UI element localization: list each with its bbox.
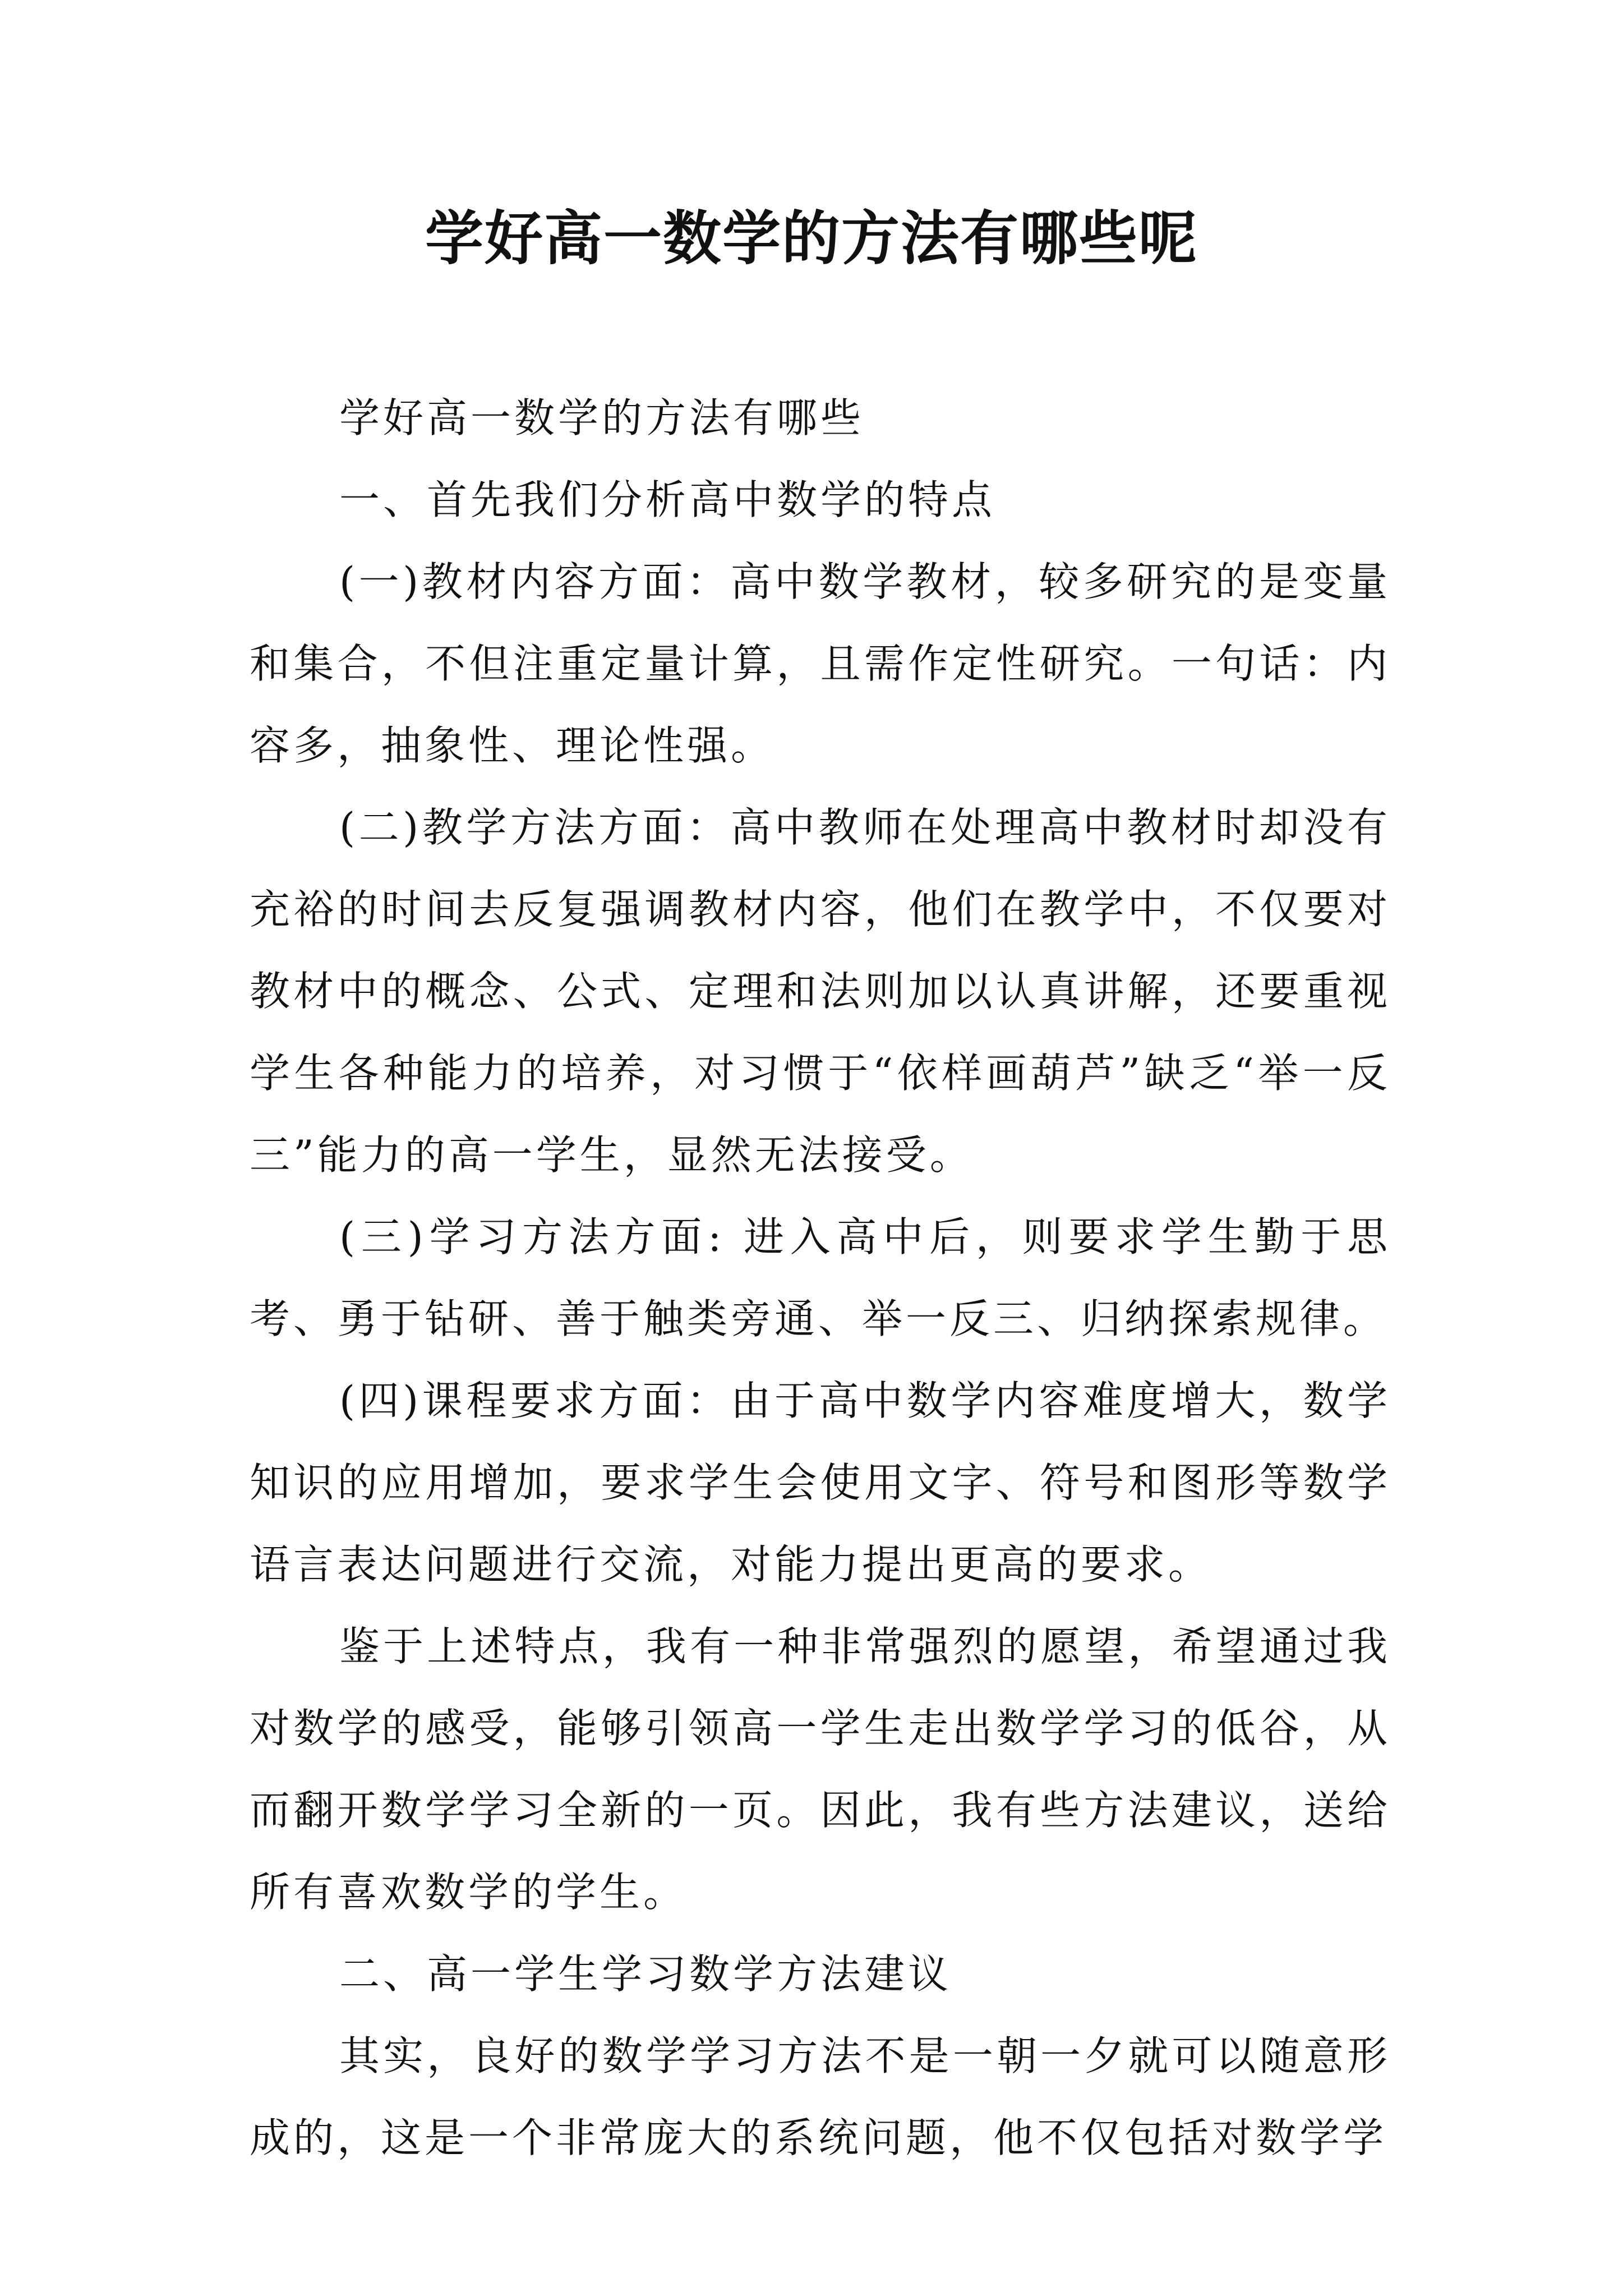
paragraph-subtitle: 学好高一数学的方法有哪些: [339, 394, 865, 441]
paragraph-textbook-content: (一)教材内容方面：高中数学教材，较多研究的是变量和集合，不但注重定量计算，且需作定性研究。一句话：内容多，抽象性、理论性强。: [250, 558, 1391, 769]
paragraph-section-1-heading: 一、首先我们分析高中数学的特点: [339, 476, 996, 523]
paragraph-course-requirements: (四)课程要求方面：由于高中数学内容难度增大，数学知识的应用增加，要求学生会使用文字、符号和图形等数学语言表达问题进行交流，对能力提出更高的要求。: [250, 1377, 1391, 1588]
paragraph-method-intro: 其实，良好的数学学习方法不是一朝一夕就可以随意形成的，这是一个非常庞大的系统问题，他不仅包括对数学学: [250, 2032, 1391, 2161]
document-body: [250, 377, 1391, 2179]
document-title: 学好高一数学的方法有哪些呢: [425, 204, 1198, 273]
paragraph-teaching-method: (二)教学方法方面：高中教师在处理高中教材时却没有充裕的时间去反复强调教材内容，他们在教学中，不仅要对教材中的概念、公式、定理和法则加以认真讲解，还要重视学生各种能力的培养，对习惯于“依样画葫芦”缺乏“举一反三”能力的高一学生，显然无法接受。: [250, 804, 1391, 1179]
paragraph-section-2-heading: 二、高一学生学习数学方法建议: [339, 1950, 952, 1998]
paragraph-learning-method: (三)学习方法方面: 进入高中后，则要求学生勤于思考、勇于钻研、善于触类旁通、举一反三、归纳探索规律。: [250, 1213, 1391, 1342]
paragraph-motivation: 鉴于上述特点，我有一种非常强烈的愿望，希望通过我对数学的感受，能够引领高一学生走出数学学习的低谷，从而翻开数学学习全新的一页。因此，我有些方法建议，送给所有喜欢数学的学生。: [250, 1623, 1391, 1916]
